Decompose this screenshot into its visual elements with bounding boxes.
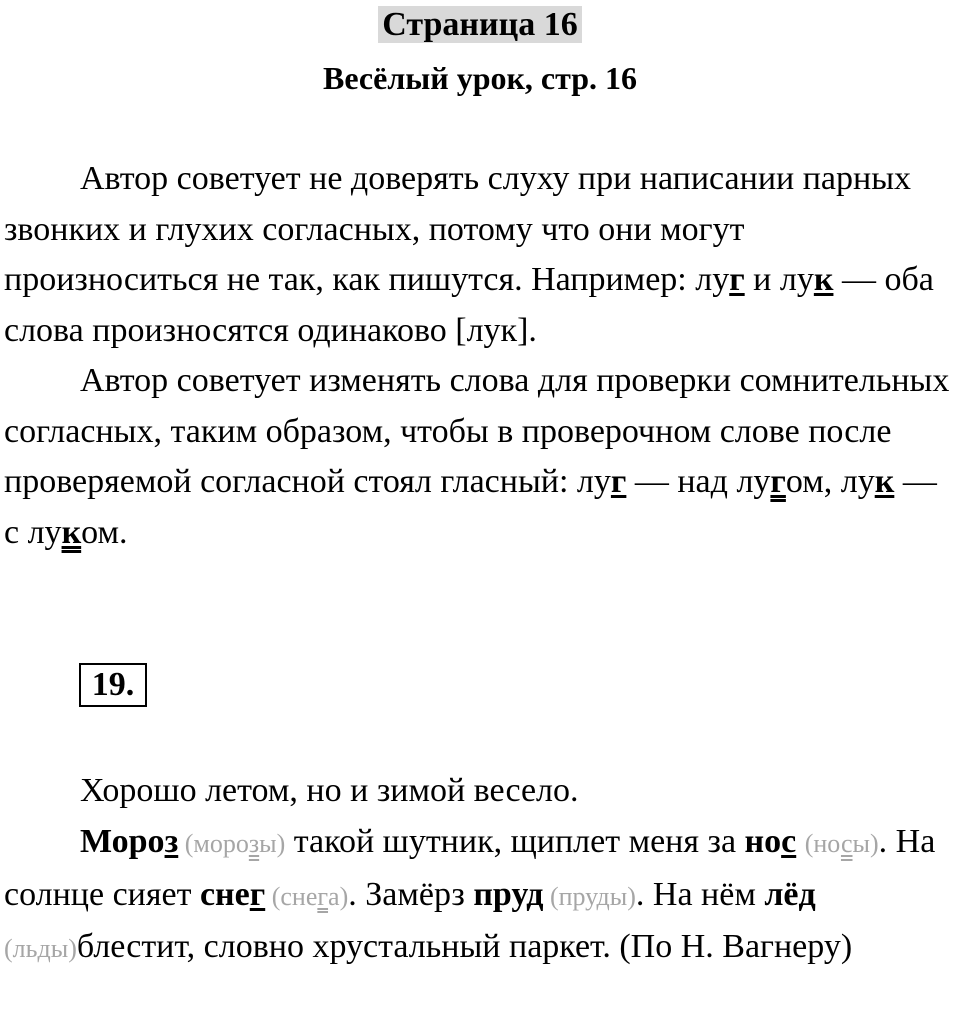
highlighted-letter: с bbox=[781, 823, 797, 860]
text-segment: . На нём bbox=[635, 875, 765, 913]
word-prud bbox=[473, 876, 543, 913]
text-segment: . На солнце сияет bbox=[4, 823, 936, 913]
hint-text: (пру bbox=[543, 881, 597, 911]
hint-text: ы) bbox=[259, 829, 286, 858]
text-segment: ом. bbox=[81, 513, 128, 551]
word-moroz bbox=[80, 823, 178, 860]
hint-text: ы) bbox=[50, 934, 77, 963]
highlighted-letter: к bbox=[874, 463, 895, 500]
word-stem: Моро bbox=[80, 823, 165, 860]
text-segment: такой шутник, щиплет меня за bbox=[285, 823, 745, 860]
hint-text: (моро bbox=[178, 829, 249, 858]
highlighted-letter: з bbox=[164, 823, 179, 860]
text-segment: ом, лу bbox=[785, 463, 875, 500]
answer-paragraph-1 bbox=[4, 154, 956, 356]
highlighted-letter: д bbox=[798, 875, 816, 913]
check-word-hint bbox=[178, 829, 285, 858]
hint-text: (ль bbox=[4, 934, 38, 963]
word-nos bbox=[745, 823, 797, 860]
page-title-text: Страница 16 bbox=[378, 6, 581, 43]
hint-letter: с bbox=[840, 829, 853, 858]
word-stem: но bbox=[744, 823, 782, 860]
check-word-hint bbox=[4, 934, 77, 963]
word-stem: сне bbox=[199, 875, 250, 913]
text-segment: и лу bbox=[744, 261, 814, 298]
hint-text: (но bbox=[804, 829, 841, 858]
text-segment: . Замёрз bbox=[348, 875, 474, 913]
hint-letter: д bbox=[37, 934, 51, 963]
text-segment: — над лу bbox=[626, 463, 771, 500]
highlighted-letter: г bbox=[249, 875, 266, 913]
highlighted-letter: к bbox=[61, 513, 82, 551]
lesson-title: Весёлый урок, стр. 16 bbox=[322, 60, 638, 96]
word-led bbox=[764, 876, 815, 913]
highlighted-letter: к bbox=[813, 261, 834, 298]
word-stem: лё bbox=[764, 875, 799, 913]
highlighted-letter: д bbox=[526, 875, 544, 913]
word-stem: пру bbox=[473, 875, 527, 913]
highlighted-letter: г bbox=[729, 261, 745, 298]
hint-text: ы) bbox=[609, 881, 636, 911]
check-word-hint bbox=[265, 882, 348, 911]
exercise-paragraph bbox=[4, 817, 956, 975]
hint-text: ы) bbox=[852, 829, 879, 858]
answer-paragraph-2 bbox=[4, 356, 956, 558]
hint-letter: з bbox=[248, 829, 260, 858]
text-segment: — с лу bbox=[4, 463, 937, 551]
hint-text: а) bbox=[328, 881, 349, 911]
hint-letter: д bbox=[596, 881, 610, 911]
task-number-box: 19. bbox=[79, 663, 147, 707]
text-segment: Автор советует не доверять слуху при написании парных звонких и глухих согласных, потому что они могут произноситься не так, как пишутся. Например: лу bbox=[4, 160, 912, 298]
text-segment: блестит, словно хрустальный паркет. (По Н. Вагнеру) bbox=[76, 928, 853, 965]
word-sneg bbox=[200, 876, 265, 913]
hint-letter: г bbox=[317, 881, 329, 911]
highlighted-letter: г bbox=[610, 463, 627, 500]
hint-text: (сне bbox=[265, 881, 318, 911]
exercise-line-1: Хорошо летом, но и зимой весело. bbox=[80, 772, 579, 809]
text-segment: Автор советует изменять слова для проверки сомнительных согласных, таким образом, чтобы в проверочном слове после проверяемой согласной стоял гласный: лу bbox=[4, 362, 950, 500]
text-segment: — оба слова произносятся одинаково [лук]. bbox=[4, 261, 934, 349]
check-word-hint bbox=[805, 829, 879, 858]
highlighted-letter: г bbox=[770, 463, 786, 500]
check-word-hint bbox=[543, 882, 635, 911]
page-title bbox=[0, 3, 960, 47]
